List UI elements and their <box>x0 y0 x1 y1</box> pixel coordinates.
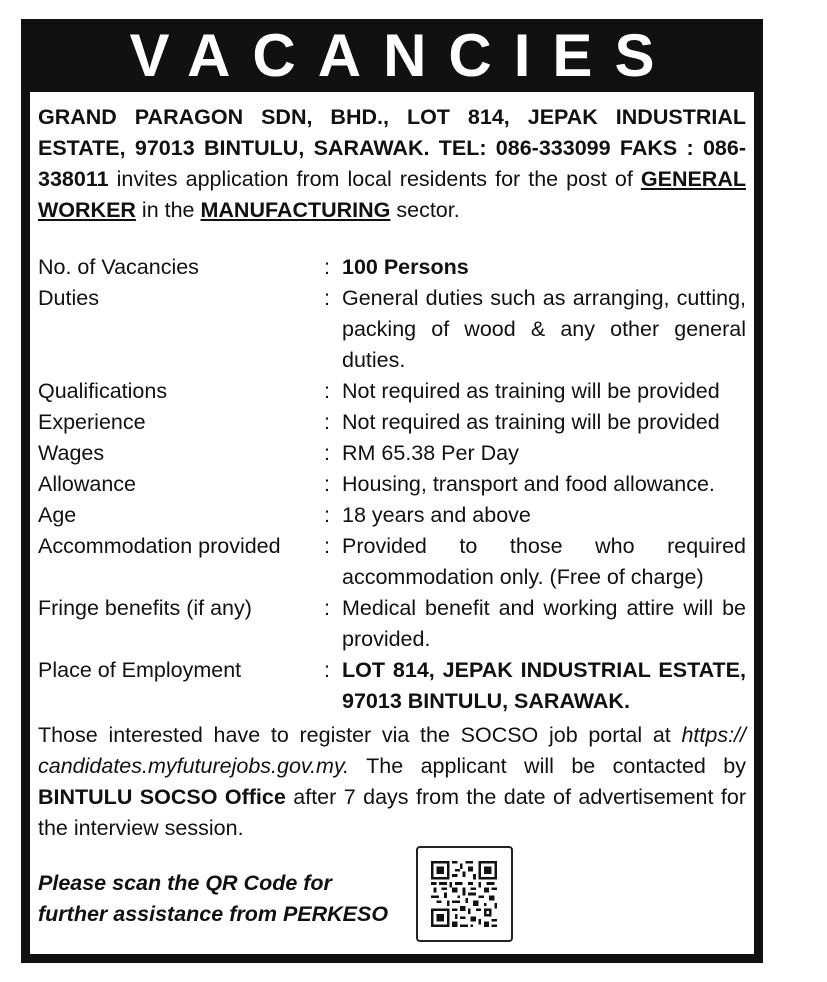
intro-text-3: sector. <box>390 198 460 222</box>
detail-row-vacancies <box>38 252 746 283</box>
detail-colon: : <box>324 286 330 310</box>
footer-text-1: Those interested have to register via the SOCSO job portal at <box>38 723 682 747</box>
detail-row-accommodation <box>38 531 746 593</box>
detail-label: Experience <box>38 410 146 434</box>
advertisement-frame <box>21 19 763 963</box>
detail-row-duties <box>38 283 746 376</box>
detail-value: Not required as training will be provided <box>342 410 720 434</box>
advertisement-body <box>30 92 754 954</box>
detail-value: Medical benefit and working attire will be provided. <box>342 596 746 651</box>
company-details: GRAND PARAGON SDN, BHD., LOT 814, JEPAK INDUSTRIAL ESTATE, 97013 BINTULU, SARAWAK. TEL: 086-333099 FAKS : 086-338011 <box>38 105 746 191</box>
sector-name: MANUFACTURING <box>200 198 391 222</box>
registration-paragraph <box>38 720 746 844</box>
detail-label: Fringe benefits (if any) <box>38 596 252 620</box>
detail-colon: : <box>324 596 330 620</box>
detail-value: Not required as training will be provided <box>342 379 720 403</box>
detail-colon: : <box>324 534 330 558</box>
detail-label: No. of Vacancies <box>38 255 199 279</box>
detail-value: 100 Persons <box>342 255 469 279</box>
detail-colon: : <box>324 255 330 279</box>
intro-text-1: invites application from local residents for the post of <box>108 167 641 191</box>
detail-colon: : <box>324 410 330 434</box>
detail-row-fringe-benefits <box>38 593 746 655</box>
footer-text-2: The applicant will be contacted by <box>349 754 746 778</box>
detail-value: RM 65.38 Per Day <box>342 441 519 465</box>
post-name: GENERAL WORKER <box>38 167 746 222</box>
detail-label: Allowance <box>38 472 136 496</box>
detail-row-wages <box>38 438 746 469</box>
intro-text-2: in the <box>135 198 201 222</box>
scan-instruction: Please scan the QR Code for further assistance from PERKESO <box>38 871 389 926</box>
detail-colon: : <box>324 379 330 403</box>
detail-value: Provided to those who required accommodation only. (Free of charge) <box>342 534 746 589</box>
detail-label: Duties <box>38 286 99 310</box>
detail-value: Housing, transport and food allowance. <box>342 472 715 496</box>
detail-label: Accommodation provided <box>38 534 281 558</box>
socso-office: BINTULU SOCSO Office <box>38 785 286 809</box>
qr-code-icon <box>431 861 497 927</box>
detail-label: Place of Employment <box>38 658 242 682</box>
detail-label: Wages <box>38 441 105 465</box>
qr-code-box <box>416 846 513 942</box>
detail-value: LOT 814, JEPAK INDUSTRIAL ESTATE, 97013 BINTULU, SARAWAK. <box>342 658 746 713</box>
footer-text-3: after 7 days from the date of advertisement for the interview session. <box>38 785 746 840</box>
detail-row-experience <box>38 407 746 438</box>
detail-label: Age <box>38 503 77 527</box>
detail-row-allowance <box>38 469 746 500</box>
detail-value: 18 years and above <box>342 503 531 527</box>
detail-row-age <box>38 500 746 531</box>
portal-url: https:// candidates.myfuturejobs.gov.my. <box>38 723 746 778</box>
detail-row-place-of-employment <box>38 655 746 717</box>
detail-label: Qualifications <box>38 379 168 403</box>
detail-colon: : <box>324 472 330 496</box>
details-list <box>38 252 746 717</box>
detail-row-qualifications <box>38 376 746 407</box>
detail-colon: : <box>324 441 330 465</box>
detail-colon: : <box>324 503 330 527</box>
page-title: VACANCIES <box>129 22 677 89</box>
detail-value: General duties such as arranging, cutting, packing of wood & any other general duties. <box>342 286 746 372</box>
intro-paragraph <box>38 102 746 226</box>
detail-colon: : <box>324 658 330 682</box>
